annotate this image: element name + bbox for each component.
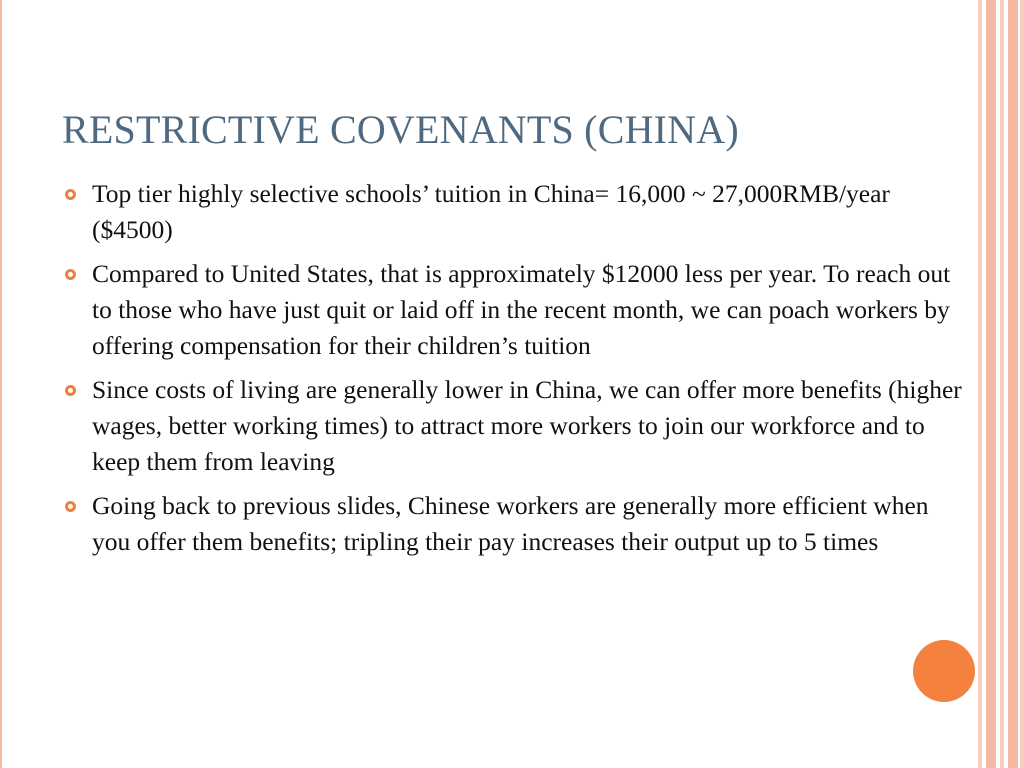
hollow-circle-bullet-icon	[65, 189, 76, 200]
left-border-decoration	[0, 0, 7, 768]
hollow-circle-bullet-icon	[65, 385, 76, 396]
hollow-circle-bullet-icon	[65, 269, 76, 280]
bullet-text: Going back to previous slides, Chinese workers are generally more efficient when you offer them benefits; tripling their pay increases their output up to 5 times	[92, 491, 929, 556]
bullet-text: Since costs of living are generally lower in China, we can offer more benefits (higher wages, better working times) to attract more workers to join our workforce and to keep them from leaving	[92, 375, 962, 476]
orange-circle-decoration	[913, 640, 975, 702]
bullet-text: Compared to United States, that is approximately $12000 less per year. To reach out to those who have just quit or laid off in the recent month, we can poach workers by offering compensation for their children’s tuition	[92, 259, 951, 360]
stripe	[1020, 0, 1024, 768]
bullet-text: Top tier highly selective schools’ tuition in China= 16,000 ~ 27,000RMB/year ($4500)	[92, 179, 890, 244]
bullet-item	[62, 372, 962, 480]
right-stripe-decoration	[978, 0, 1024, 768]
stripe	[986, 0, 996, 768]
stripe	[978, 0, 982, 768]
bullet-item	[62, 176, 962, 248]
bullet-item	[62, 488, 962, 560]
stripe	[1008, 0, 1018, 768]
bullet-item	[62, 256, 962, 364]
bullet-list	[62, 176, 962, 568]
hollow-circle-bullet-icon	[65, 501, 76, 512]
slide-title: RESTRICTIVE COVENANTS (CHINA)	[62, 107, 739, 152]
stripe	[1000, 0, 1004, 768]
